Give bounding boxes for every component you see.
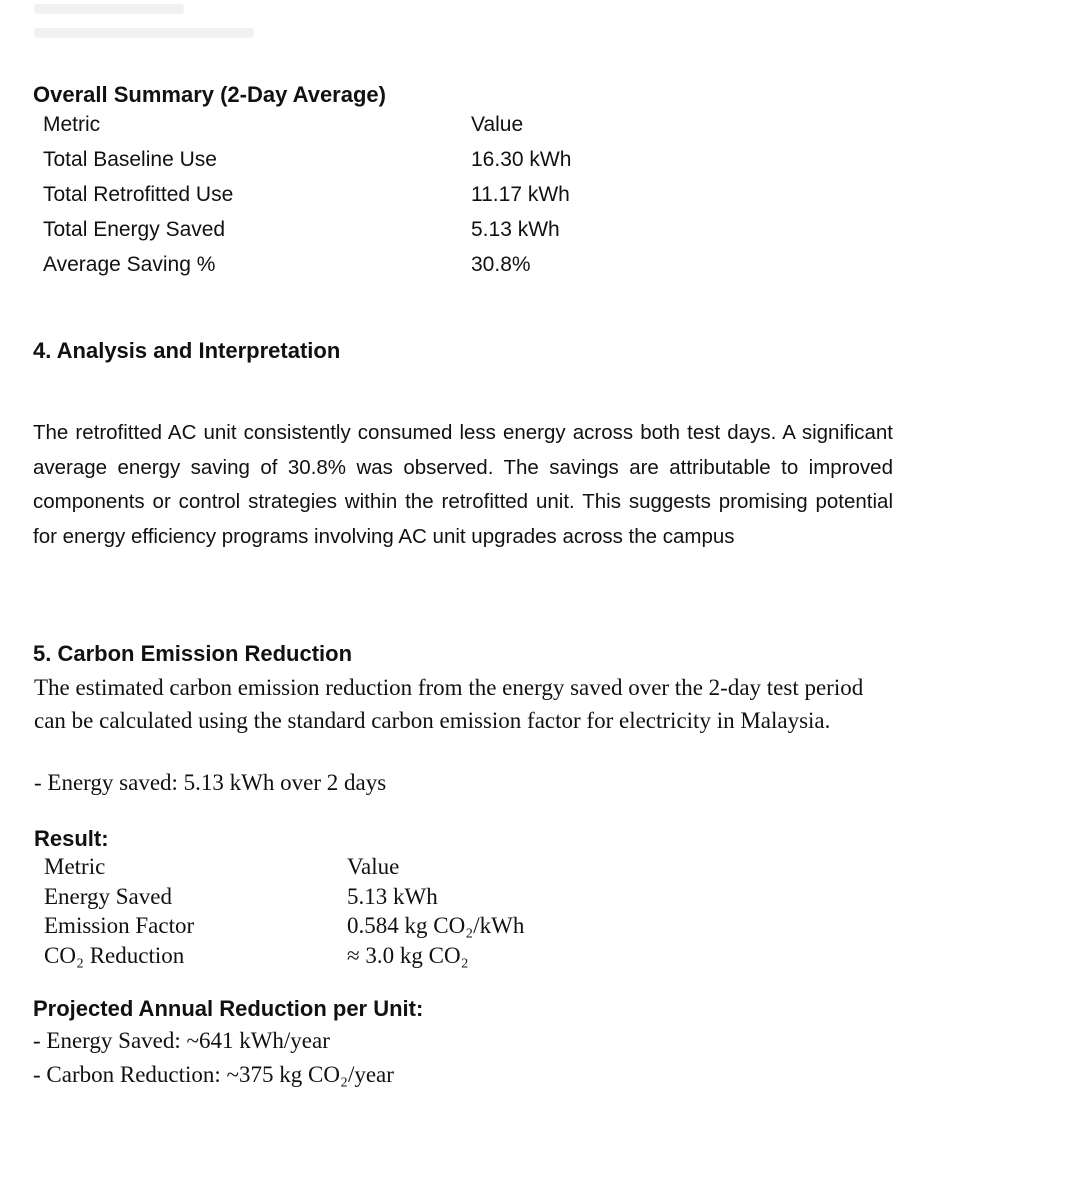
result-metric: CO₂ Reduction [44,942,185,968]
projected-carbon-line: - Carbon Reduction: ~375 kg CO₂/year [33,1062,394,1087]
summary-value: 5.13 kWh [471,218,560,241]
summary-metric: Total Energy Saved [43,218,226,241]
result-value: 0.584 kg CO₂/kWh [347,913,525,938]
summary-header-metric: Metric [43,113,101,136]
result-metric: Emission Factor [44,913,195,938]
section-4-paragraph: The retrofitted AC unit consistently consumed less energy across both test days. A significant average energy saving of 30.8% was observed. The savings are attributable to improved components or control strategies within the retrofitted unit. This suggests promising potential for energy efficiency programs involving AC unit upgrades across the campus [33,421,893,548]
summary-title: Overall Summary (2-Day Average) [33,82,386,107]
section-5-heading: 5. Carbon Emission Reduction [33,641,353,666]
summary-value: 16.30 kWh [471,148,572,171]
summary-metric: Average Saving % [43,253,216,276]
result-header-value: Value [347,854,400,879]
energy-saved-bullet: - Energy saved: 5.13 kWh over 2 days [34,770,387,795]
result-heading: Result: [34,826,109,851]
summary-value: 30.8% [471,253,531,276]
summary-metric: Total Retrofitted Use [43,183,234,206]
summary-header-value: Value [471,113,524,136]
result-header-metric: Metric [44,854,106,879]
result-value: 5.13 kWh [347,883,438,909]
result-metric: Energy Saved [44,883,172,909]
projected-energy-line: - Energy Saved: ~641 kWh/year [33,1028,330,1053]
section-4-heading: 4. Analysis and Interpretation [33,338,341,363]
projected-heading: Projected Annual Reduction per Unit: [33,996,424,1021]
summary-value: 11.17 kWh [471,183,570,206]
result-value: ≈ 3.0 kg CO₂ [347,942,469,968]
section-5-paragraph: The estimated carbon emission reduction from the energy saved over the 2-day test period can be calculated using the standard carbon emission factor for electricity in Malaysia. [34,675,864,733]
faded-header-remnant [34,4,264,64]
summary-metric: Total Baseline Use [43,148,217,171]
